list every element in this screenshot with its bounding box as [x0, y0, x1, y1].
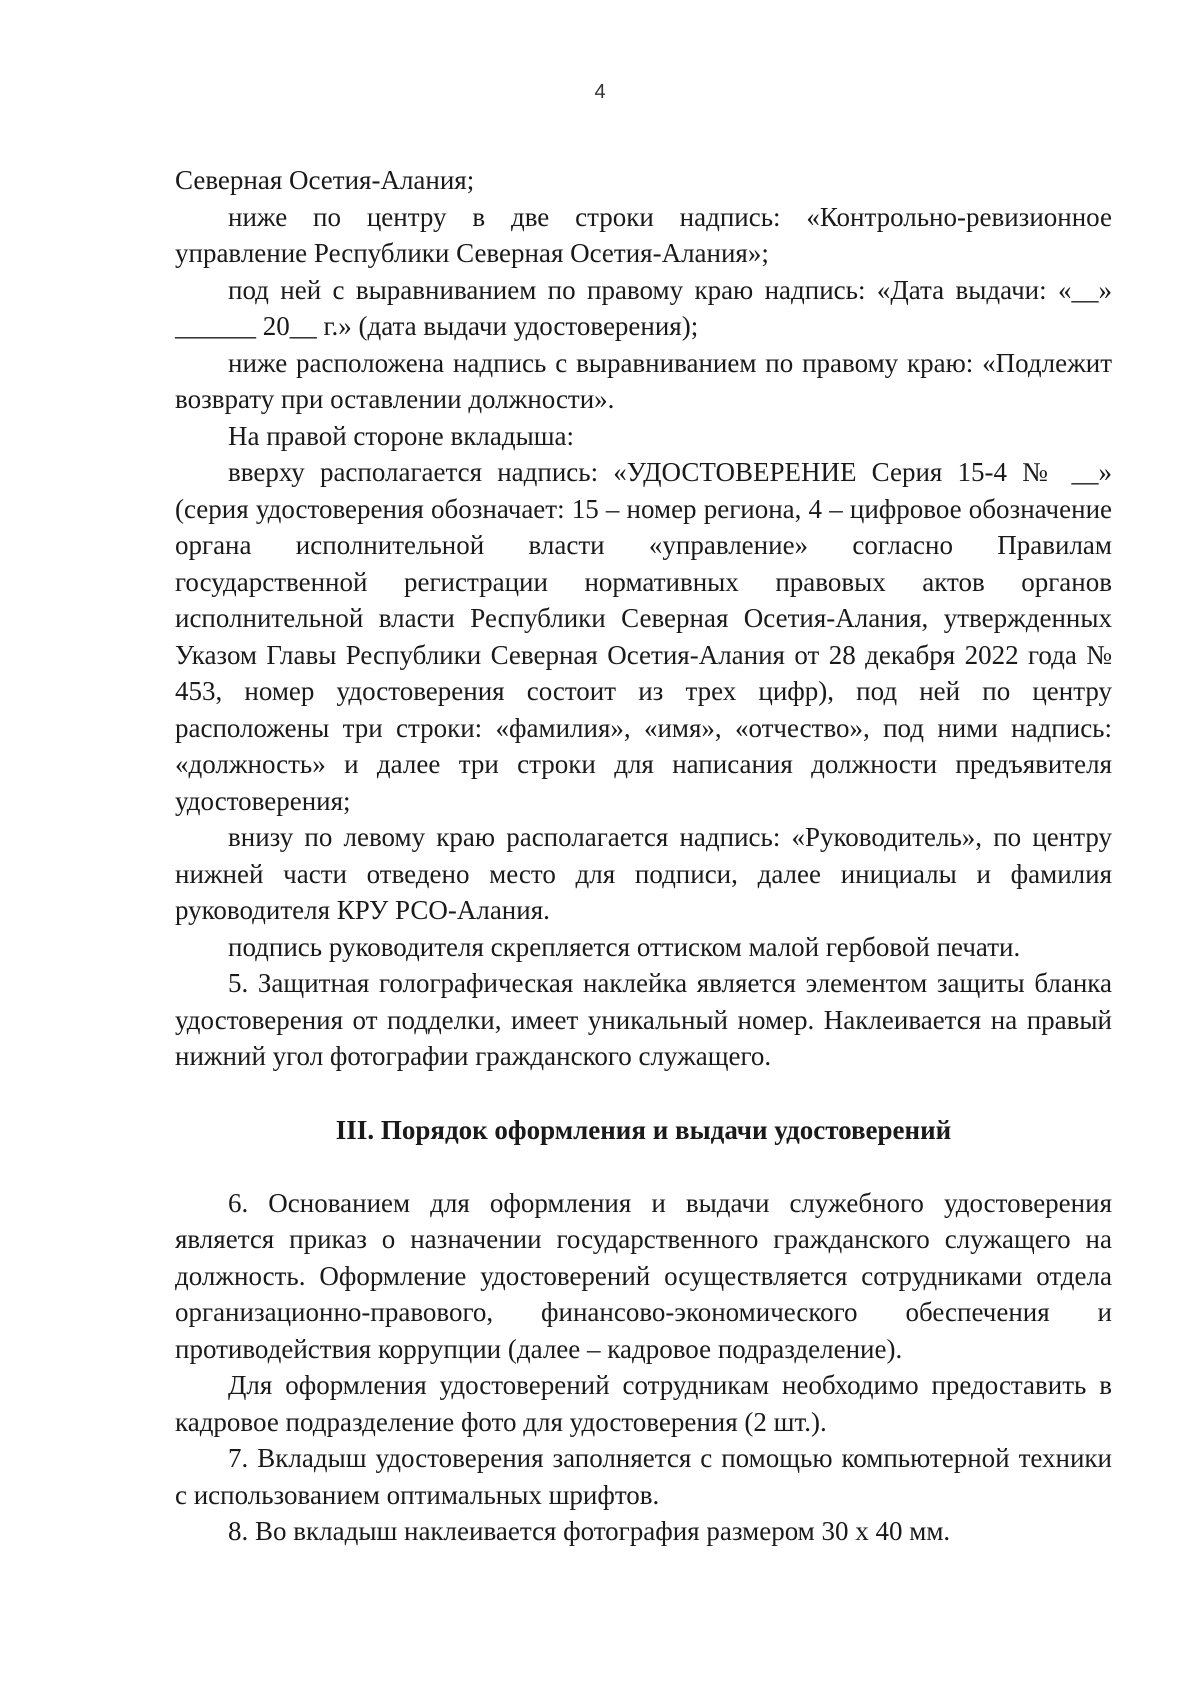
- section-heading: III. Порядок оформления и выдачи удостоверений: [335, 1114, 952, 1145]
- page-number: 4: [594, 81, 606, 103]
- paragraph: Северная Осетия-Алания;: [175, 165, 475, 195]
- paragraph: На правой стороне вкладыша:: [228, 420, 575, 451]
- document-body: [175, 162, 1112, 1550]
- paragraph: 7. Вкладыш удостоверения заполняется с помощью компьютерной техники с использованием оптимальных шрифтов.: [175, 1443, 1112, 1510]
- paragraph: 6. Основанием для оформления и выдачи служебного удостоверения является приказ о назначении государственного гражданского служащего на должность. Оформление удостоверений осуществляется сотрудниками отдела организационно-правового, финансово-экономического обеспечения и противодействия коррупции (далее – кадровое подразделение).: [175, 1187, 1112, 1364]
- paragraph: ниже расположена надпись с выравниванием по правому краю: «Подлежит возврату при оставлении должности».: [175, 347, 1112, 414]
- paragraph: внизу по левому краю располагается надпись: «Руководитель», по центру нижней части отведено место для подписи, далее инициалы и фамилия руководителя КРУ РСО-Алания.: [175, 822, 1112, 925]
- paragraph: Для оформления удостоверений сотрудникам необходимо предоставить в кадровое подразделение фото для удостоверения (2 шт.).: [175, 1370, 1112, 1437]
- paragraph: 5. Защитная голографическая наклейка является элементом защиты бланка удостоверения от подделки, имеет уникальный номер. Наклеивается на правый нижний угол фотографии гражданского служащего.: [175, 968, 1112, 1071]
- paragraph: вверху располагается надпись: «УДОСТОВЕРЕНИЕ Серия 15-4 № __» (серия удостоверения обозначает: 15 – номер региона, 4 – цифровое обозначение органа исполнительной власти «управление» согласно Правилам государственной регистрации нормативных правовых актов органов исполнительной власти Республики Северная Осетия-Алания, утвержденных Указом Главы Республики Северная Осетия-Алания от 28 декабря 2022 года № 453, номер удостоверения состоит из трех цифр), под ней по центру расположены три строки: «фамилия», «имя», «отчество», под ними надпись: «должность» и далее три строки для написания должности предъявителя удостоверения;: [175, 457, 1112, 816]
- paragraph: ниже по центру в две строки надпись: «Контрольно-ревизионное управление Республики Северная Осетия-Алания»;: [175, 201, 1112, 268]
- paragraph: подпись руководителя скрепляется оттиском малой гербовой печати.: [228, 931, 1021, 962]
- paragraph: под ней с выравниванием по правому краю надпись: «Дата выдачи: «__» ______ 20__ г.» (дата выдачи удостоверения);: [175, 274, 1112, 341]
- paragraph: 8. Во вкладыш наклеивается фотография размером 30 х 40 мм.: [228, 1516, 951, 1546]
